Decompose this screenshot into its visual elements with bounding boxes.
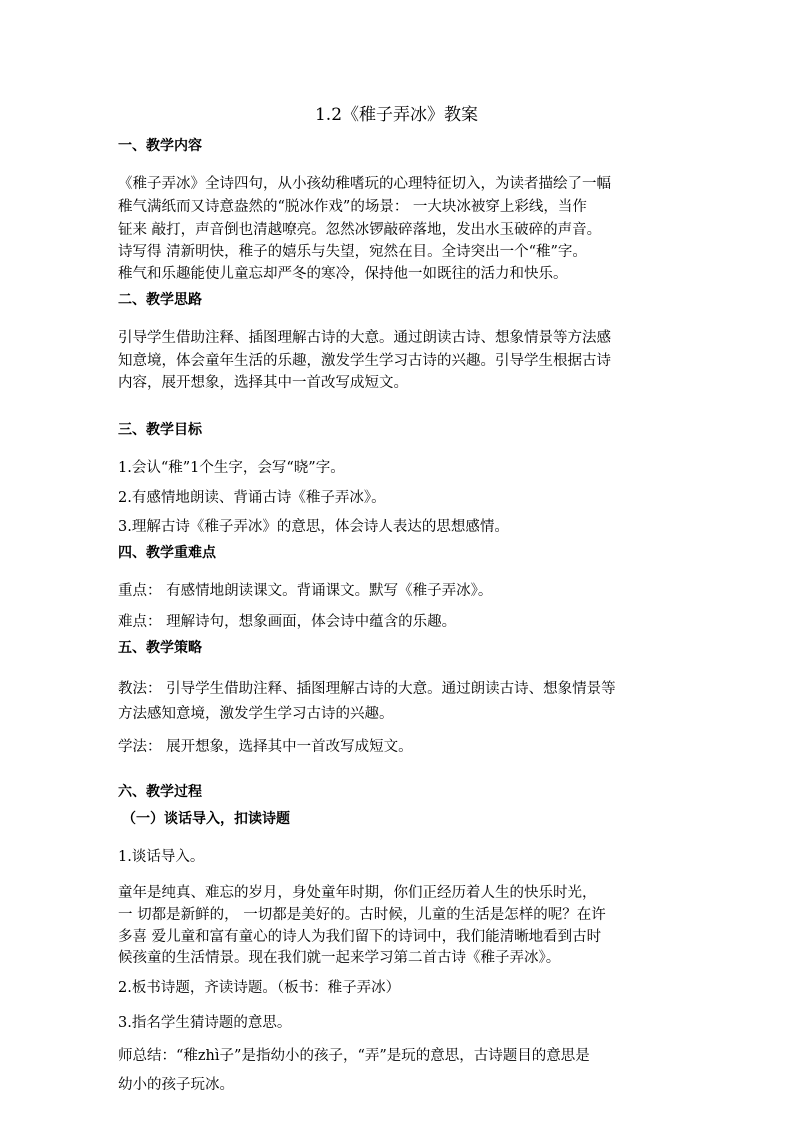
- page-title: 1.2《稚子弄冰》教案: [314, 105, 479, 125]
- paragraph-line: 方法感知意境，激发学生学习古诗的兴趣。: [118, 706, 394, 722]
- section-heading-strategy: 五、教学策略: [118, 640, 202, 656]
- section-heading-key-points: 四、教学重难点: [118, 545, 216, 561]
- list-item: 3.指名学生猜诗题的意思。: [118, 1015, 292, 1031]
- list-item: 2.板书诗题，齐读诗题。（板书：稚子弄冰）: [118, 980, 401, 996]
- section-heading-content: 一、教学内容: [118, 138, 202, 154]
- paragraph-line: 钲来 敲打，声音倒也清越嘹亮。忽然冰锣敲碎落地，发出水玉破碎的声音。: [118, 222, 602, 238]
- paragraph-line: 师总结：“稚zhì子”是指幼小的孩子，“弄”是玩的意思，古诗题目的意思是: [118, 1048, 590, 1064]
- paragraph-line: 童年是纯真、难忘的岁月，身处童年时期，你们正经历着人生的快乐时光，: [118, 885, 597, 901]
- paragraph-line: 候孩童的生活情景。现在我们就一起来学习第二首古诗《稚子弄冰》。: [118, 950, 561, 966]
- list-item: 2.有感情地朗读、背诵古诗《稚子弄冰》。: [118, 490, 386, 506]
- paragraph-line: 学法： 展开想象，选择其中一首改写成短文。: [118, 739, 413, 755]
- list-item: 重点： 有感情地朗读课文。背诵课文。默写《稚子弄冰》。: [118, 583, 493, 599]
- paragraph-line: 稚气和乐趣能使儿童忘却严冬的寒冷，保持他一如既往的活力和快乐。: [118, 266, 568, 282]
- paragraph-line: 引导学生借助注释、插图理解古诗的大意。通过朗读古诗、想象情景等方法感: [118, 330, 611, 346]
- section-heading-approach: 二、教学思路: [118, 292, 202, 308]
- paragraph-line: 教法： 引导学生借助注释、插图理解古诗的大意。通过朗读古诗、想象情景等: [118, 681, 616, 697]
- list-item: 难点： 理解诗句，想象画面，体会诗中蕴含的乐趣。: [118, 614, 457, 630]
- paragraph-line: 《稚子弄冰》全诗四句，从小孩幼稚嗜玩的心理特征切入，为读者描绘了一幅: [118, 176, 611, 192]
- list-item: 3.理解古诗《稚子弄冰》的意思，体会诗人表达的思想感情。: [118, 519, 509, 535]
- paragraph-line: 多喜 爱儿童和富有童心的诗人为我们留下的诗词中，我们能清晰地看到古时: [118, 929, 602, 945]
- paragraph-line: 稚气满纸而又诗意盎然的“脱冰作戏”的场景： 一大块冰被穿上彩线，当作: [118, 199, 587, 215]
- paragraph-line: 诗写得 清新明快，稚子的嬉乐与失望，宛然在目。全诗突出一个“稚”字。: [118, 244, 587, 260]
- list-item: 1.谈话导入。: [118, 849, 205, 865]
- paragraph-line: 一 切都是新鲜的， 一切都是美好的。古时候，儿童的生活是怎样的呢？在许: [118, 907, 606, 923]
- paragraph-line: 知意境，体会童年生活的乐趣，激发学生学习古诗的兴趣。引导学生根据古诗: [118, 353, 611, 369]
- paragraph-line: 内容，展开想象，选择其中一首改写成短文。: [118, 375, 408, 391]
- section-heading-process: 六、教学过程: [118, 784, 202, 800]
- paragraph-line: 幼小的孩子玩冰。: [118, 1077, 234, 1093]
- list-item: 1.会认“稚”1个生字，会写“晓”字。: [118, 460, 345, 476]
- section-heading-goals: 三、教学目标: [118, 422, 202, 438]
- subsection-heading: （一）谈话导入，扣读诗题: [122, 811, 290, 827]
